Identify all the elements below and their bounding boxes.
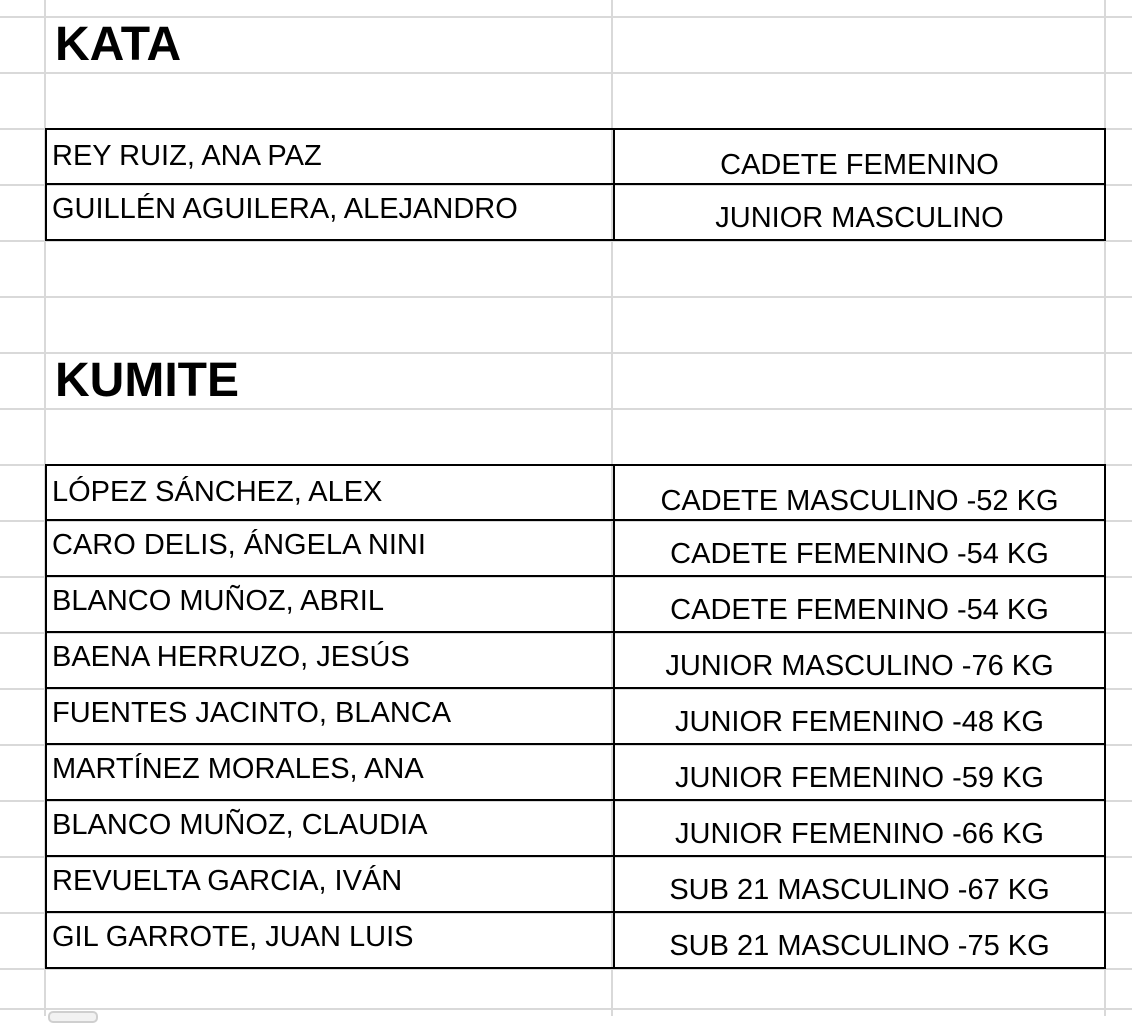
athlete-name: CARO DELIS, ÁNGELA NINI [52, 529, 426, 561]
category: SUB 21 MASCULINO -75 KG [669, 930, 1050, 962]
category: JUNIOR FEMENINO -66 KG [675, 818, 1044, 850]
kata-heading: KATA [55, 18, 182, 71]
athlete-name: MARTÍNEZ MORALES, ANA [52, 753, 424, 785]
table-row[interactable] [45, 185, 1106, 241]
athlete-name: REY RUIZ, ANA PAZ [52, 140, 322, 172]
kumite-table [45, 464, 1106, 969]
athlete-name: LÓPEZ SÁNCHEZ, ALEX [52, 476, 383, 508]
table-row[interactable] [45, 633, 1106, 689]
category: SUB 21 MASCULINO -67 KG [669, 874, 1050, 906]
kumite-heading: KUMITE [55, 354, 239, 407]
category: JUNIOR MASCULINO [715, 202, 1004, 234]
athlete-name: BLANCO MUÑOZ, CLAUDIA [52, 809, 428, 841]
athlete-name: FUENTES JACINTO, BLANCA [52, 697, 452, 729]
athlete-name: GUILLÉN AGUILERA, ALEJANDRO [52, 193, 518, 225]
table-row[interactable] [45, 689, 1106, 745]
gridline [0, 1008, 1132, 1010]
category: CADETE FEMENINO -54 KG [670, 538, 1049, 570]
category: JUNIOR FEMENINO -48 KG [675, 706, 1044, 738]
table-row[interactable] [45, 128, 1106, 185]
category: JUNIOR MASCULINO -76 KG [665, 650, 1054, 682]
gridline [0, 408, 1132, 410]
table-row[interactable] [45, 464, 1106, 521]
category: CADETE FEMENINO -54 KG [670, 594, 1049, 626]
athlete-name: REVUELTA GARCIA, IVÁN [52, 865, 403, 897]
athlete-name: GIL GARROTE, JUAN LUIS [52, 921, 414, 953]
table-row[interactable] [45, 857, 1106, 913]
sheet-tab-edge[interactable] [48, 1011, 98, 1023]
athlete-name: BAENA HERRUZO, JESÚS [52, 641, 410, 673]
table-row[interactable] [45, 913, 1106, 969]
kata-table [45, 128, 1106, 241]
table-row[interactable] [45, 521, 1106, 577]
gridline [0, 72, 1132, 74]
category: JUNIOR FEMENINO -59 KG [675, 762, 1044, 794]
category: CADETE FEMENINO [720, 149, 999, 181]
table-row[interactable] [45, 801, 1106, 857]
category: CADETE MASCULINO -52 KG [660, 485, 1059, 517]
gridline [0, 296, 1132, 298]
athlete-name: BLANCO MUÑOZ, ABRIL [52, 585, 384, 617]
table-row[interactable] [45, 577, 1106, 633]
table-row[interactable] [45, 745, 1106, 801]
